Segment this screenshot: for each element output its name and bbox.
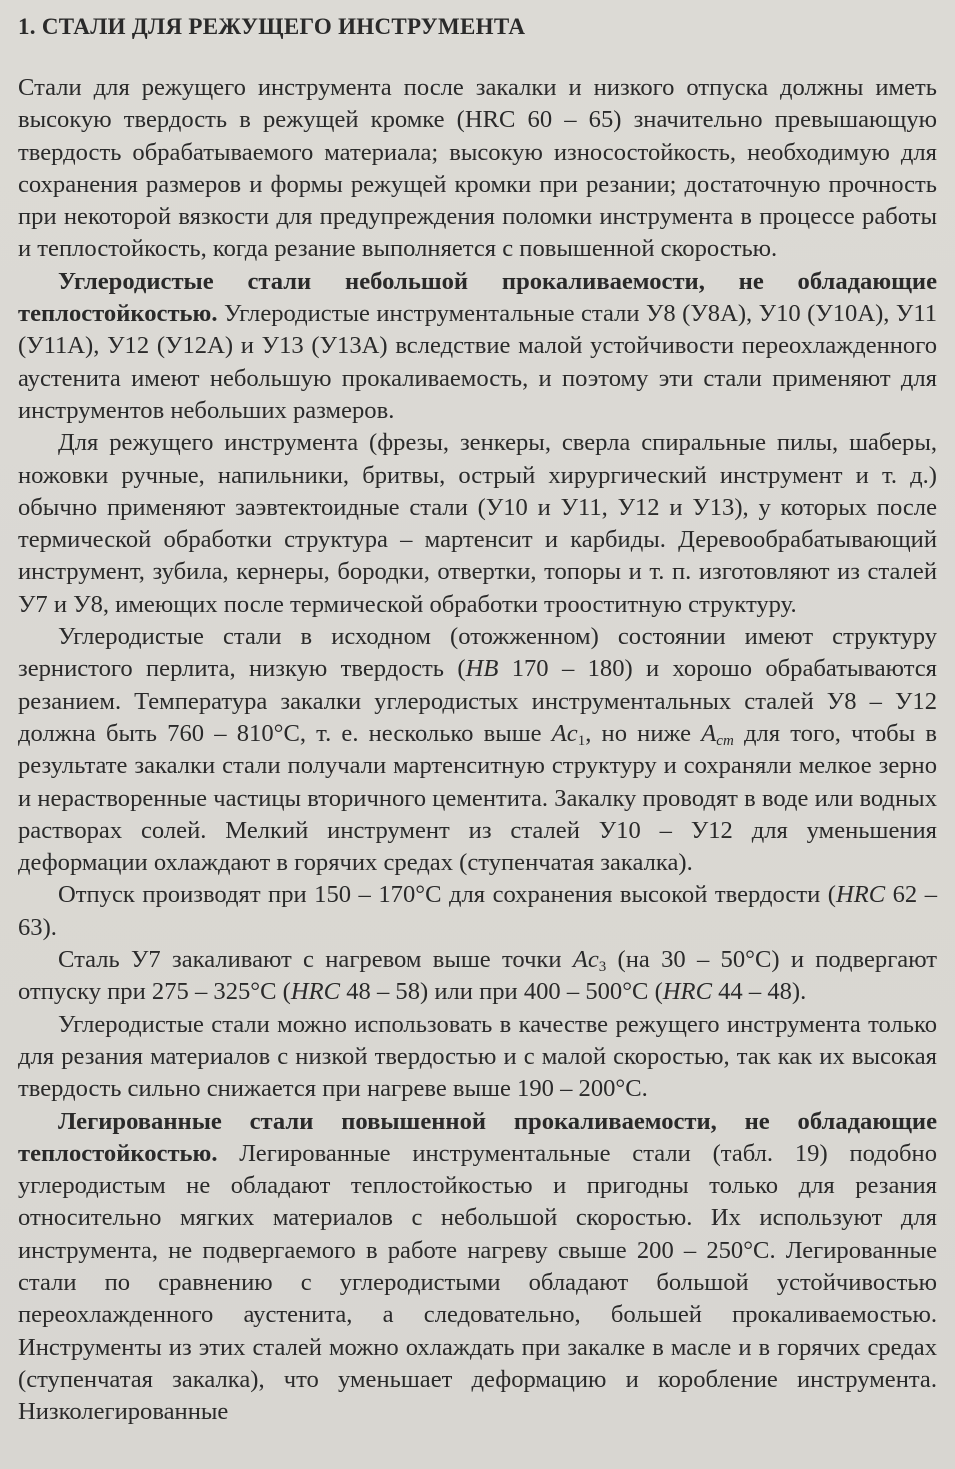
paragraph-carbon-steels: Углеродистые стали небольшой прокаливаемости, не обладающие теплостойкостью. Углеродистые инструментальные стали У8 (У8А), У10 (У10А), У11 (У11А), У12 (У12А) и У13 (У13А) вследствие малой устойчивости переохлажденного аустенита имеют небольшую прокаливаемость, и поэтому эти стали применяют для инструментов небольших размеров. [18,267,937,424]
paragraph-cutting-tools: Для режущего инструмента (фрезы, зенкеры, сверла спиральные пилы, шаберы, ножовки ручные, напильники, бритвы, острый хирургический инструмент и т. д.) обычно применяют заэвтектоидные стали (У10 и У11, У12 и У13), у которых после термической обработки структура – мартенсит и карбиды. Деревообрабатывающий инструмент, зубила, кернеры, бородки, отвертки, топоры и т. п. изготовляют из сталей У7 и У8, имеющих после термической обработки трооститную структуру. [18,429,937,618]
subheading-carbon-steels: Углеродистые стали небольшой прокаливаемости, не обладающие теплостойкостью. [18,267,937,328]
paragraph-intro: Стали для режущего инструмента после закалки и низкого отпуска должны иметь высокую твердость в режущей кромке (HRC 60 – 65) значительно превышающую твердость обрабатываемого материала; высокую износостойкость, необходимую для сохранения размеров и формы режущей кромки при резании; достаточную прочность при некоторой вязкости для предупреждения поломки инструмента в процессе работы и теплостойкость, когда резание выполняется с повышенной скоростью. [18,74,937,263]
paragraph-steel-u7: Сталь У7 закаливают с нагревом выше точки $Ac_3$ (на 30 – 50°С) и подвергают отпуску при 275 – 325°С (HRC 48 – 58) или при 400 – 500°С (HRC 44 – 48). [18,946,938,1006]
subheading-alloy-steels: Легированные стали повышенной прокаливаемости, не обладающие теплостойкостью. [18,1107,937,1167]
paragraph-alloy-steels: Легированные стали повышенной прокаливаемости, не обладающие теплостойкостью. Легированные инструментальные стали (табл. 19) подобно углеродистым не обладают теплостойкостью и пригодны только для резания относительно мягких материалов с небольшой скоростью. Их используют для инструмента, не подвергаемого в работе нагреву свыше 200 – 250°С. Легированные стали по сравнению с углеродистыми обладают большой устойчивостью переохлажденного аустенита, а следовательно, большей прокаливаемостью. Инструменты из этих сталей можно охлаждать при закалке в масле и в горячих средах (ступенчатая закалка), что уменьшает деформацию и коробление инструмента. Низколегированные [18,1107,937,1426]
paragraph-usage-limits: Углеродистые стали можно использовать в качестве режущего инструмента только для резания материалов с низкой твердостью и с малой скоростью, так как их высокая твердость сильно снижается при нагреве выше 190 – 200°С. [18,1010,937,1103]
paragraph-tempering: Отпуск производят при 150 – 170°С для сохранения высокой твердости (HRC 62 – 63). [18,881,938,941]
section-title: 1. СТАЛИ ДЛЯ РЕЖУЩЕГО ИНСТРУМЕНТА [18,14,526,39]
paragraph-annealed-state: Углеродистые стали в исходном (отожженном) состоянии имеют структуру зернистого перлита, низкую твердость (HB 170 – 180) и хорошо обрабатываются резанием. Температура закалки углеродистых инструментальных сталей У8 – У12 должна быть 760 – 810°С, т. е. несколько выше $Ac_1$, но ниже $A_{cm}$ для того, чтобы в результате закалки стали получали мартенситную структуру и сохраняли мелкое зерно и нерастворенные частицы вторичного цементита. Закалку проводят в воде или водных растворах солей. Мелкий инструмент из сталей У10 – У12 для уменьшения деформации охлаждают в горячих средах (ступенчатая закалка). [18,623,937,877]
